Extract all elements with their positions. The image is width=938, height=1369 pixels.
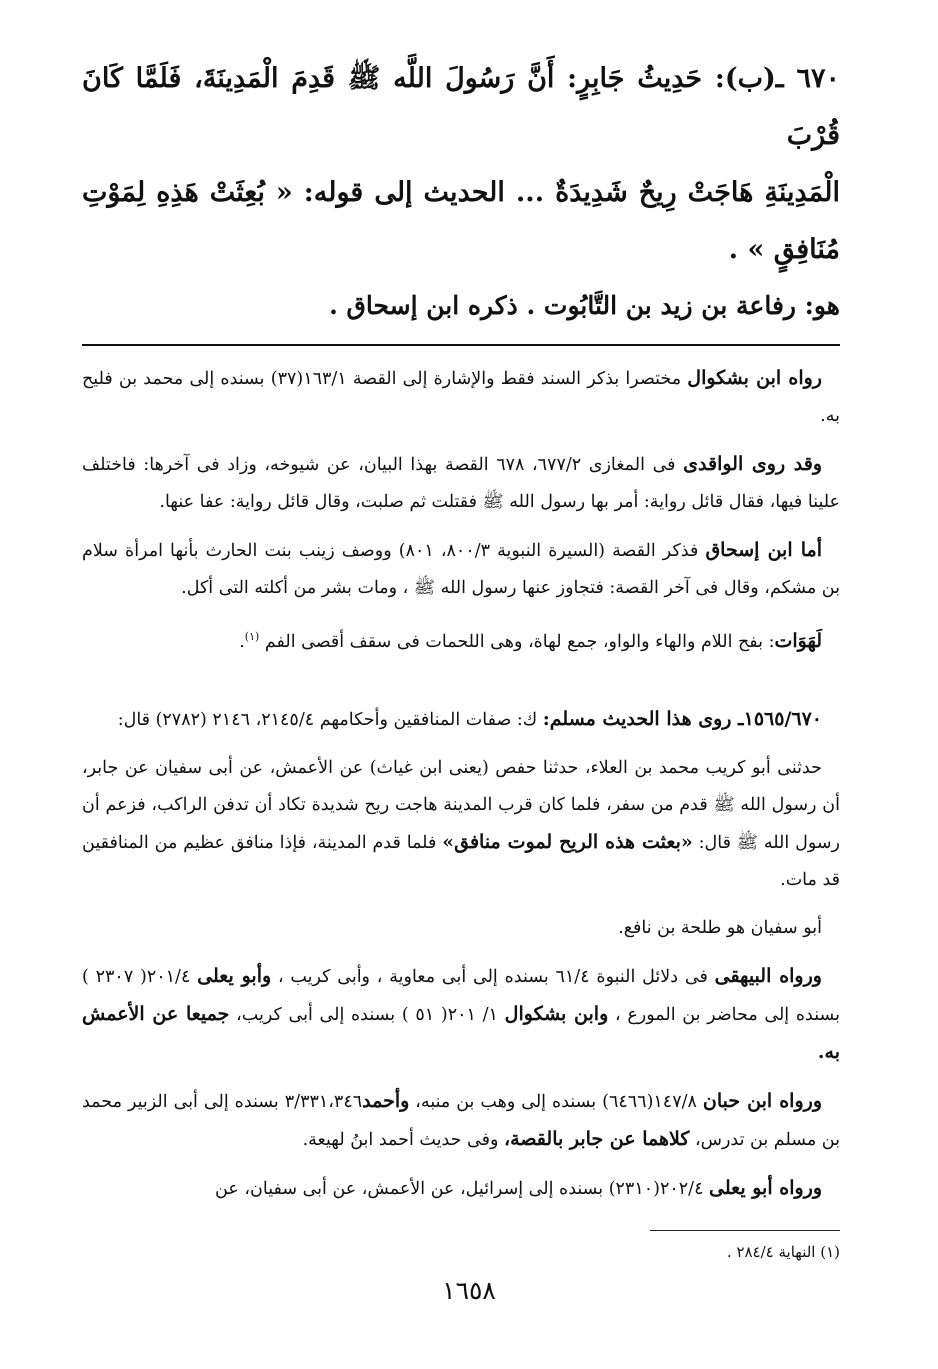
paragraph-text: وفى حديث أحمد ابنُ لهيعة.	[302, 1129, 504, 1150]
paragraph-text: فلما قدم المدينة، فإذا منافق عظيم من المنافقين قد مات.	[82, 832, 840, 890]
paragraph-abu-yala	[82, 1170, 840, 1208]
source-name: ورواه ابن حبان	[702, 1089, 822, 1112]
source-name: وأحمد	[362, 1089, 410, 1112]
paragraph-text: فذكر القصة (السيرة النبوية ٨٠٠/٣، ٨٠١) ووصف زينب بنت الحارث بأنها امرأة سلام بن مشكم، وقال فى آخر القصة: فتجاوز عنها رسول الله ﷺ ، ومات بشر من أكلته التى أكل.	[82, 541, 840, 598]
paragraph-text: مختصرا بذكر السند فقط والإشارة إلى القصة ١٦٣/١(٣٧) بسنده إلى محمد بن فليح به.	[82, 369, 840, 426]
paragraph-text: : بفح اللام والهاء والواو، جمع لهاة، وهى اللحمات فى سقف أقصى الفم	[264, 631, 775, 652]
paragraph-ibn-hibban	[82, 1083, 840, 1159]
paragraph-text: حدثنى أبو كريب محمد بن العلاء، حدثنا حفص (يعنى ابن غياث) عن الأعمش، عن أبى سفيان عن جابر، أن رسول الله ﷺ قدم من سفر، فلما كان قرب المدينة هاجت ريح شديدة تكاد أن تدفن الراكب، فزعم أن رسول الله ﷺ قال:	[82, 757, 840, 853]
section-divider	[82, 344, 840, 346]
source-name: وأبو يعلى	[197, 964, 272, 987]
paragraph-text: ١/ ٢٠١( ٥١ ) بسنده إلى أبى كريب،	[229, 1004, 505, 1025]
paragraph-text: ٢٠٢/٤(٢٣١٠) بسنده إلى إسرائيل، عن الأعمش، عن أبى سفيان، عن	[215, 1178, 710, 1199]
hadith-heading	[82, 50, 840, 278]
hadith-number-heading: ١٥٦٥/٦٧٠ـ روى هذا الحديث مسلم:	[542, 707, 822, 730]
source-name: ورواه أبو يعلى	[709, 1176, 822, 1199]
hadith-heading-line-1: ٦٧٠ ـ(ب): حَدِيثُ جَابِرٍ: أَنَّ رَسُولَ اللَّه ﷺ قَدِمَ الْمَدِينَةَ، فَلَمَّا كَانَ قُرْبَ	[82, 63, 840, 151]
paragraph-muslim	[82, 701, 840, 739]
paragraph-text: ٣/٣٣١،٣٤٦ بسنده إلى أبى الزبير محمد بن مسلم بن تدرس،	[82, 1091, 840, 1150]
paragraph-text: ك: صفات المنافقين وأحكامهم ٢١٤٥/٤، ٢١٤٦ (٢٧٨٢) قال:	[117, 709, 543, 730]
commentary-section-2	[82, 701, 840, 1208]
footnote: (١) النهاية ٢٨٤/٤ .	[726, 1242, 840, 1261]
page-content	[82, 50, 840, 1263]
footnote-divider	[650, 1230, 840, 1231]
glossary-term: لَهَوَات	[774, 629, 822, 652]
paragraph-bayhaqi	[82, 958, 840, 1072]
hadith-identification: هو: رفاعة بن زيد بن التَّابُوت . ذكره ابن إسحاق .	[329, 291, 840, 320]
footnote-reference: (١)	[244, 630, 260, 643]
commentary-section-1	[82, 360, 840, 661]
paragraph-text: فى المغازى ٦٧٧/٢، ٦٧٨ القصة بهذا البيان، عن شيوخه، وزاد فى آخرها: فاختلف علينا فيها، فقال قائل رواية: أمر بها رسول الله ﷺ فقتلت ثم صلبت، وقال قائل رواية: عفا عنها.	[82, 455, 840, 512]
paragraph-ibn-ishaq	[82, 532, 840, 607]
paragraph-lahawat: لَهَوَات: بفح اللام والهاء والواو، جمع لهاة، وهى اللحمات فى سقف أقصى الفم $^{(١)}$.	[239, 629, 822, 652]
source-name: وقد روى الواقدى	[683, 453, 823, 475]
paragraph-text: فى دلائل النبوة ٦١/٤ بسنده إلى أبى معاوية ، وأبى كريب ،	[271, 966, 715, 987]
source-name: ورواه البيهقى	[714, 964, 822, 987]
page-number: ١٦٥٨	[442, 1276, 496, 1305]
paragraph-ibn-bashkuwal	[82, 360, 840, 435]
paragraph-hadith-text	[82, 750, 840, 899]
hadith-quote: «بعثت هذه الريح لموت منافق»	[442, 830, 693, 853]
conclusion-text: كلاهما عن جابر بالقصة،	[504, 1127, 690, 1150]
source-name: أما ابن إسحاق	[705, 539, 822, 561]
paragraph-text: ٢٠١/٤( ٢٣٠٧ ) بسنده إلى محاضر بن المورع ،	[82, 966, 840, 1025]
source-name: وابن بشكوال	[504, 1002, 609, 1025]
hadith-heading-line-2: الْمَدِينَةِ هَاجَتْ رِيحٌ شَدِيدَةٌ ... الحديث إلى قوله: « بُعِثَتْ هَذِهِ لِمَوْتِ مُنَافِقٍ » .	[82, 177, 840, 265]
conclusion-text: جميعا عن الأعمش به.	[82, 1002, 840, 1063]
source-name: رواه ابن بشكوال	[687, 367, 822, 389]
paragraph-text: ١٤٧/٨(٦٤٦٦) بسنده إلى وهب بن منبه،	[409, 1091, 703, 1112]
paragraph-waqidi	[82, 446, 840, 521]
paragraph-narrator-note: أبو سفيان هو طلحة بن نافع.	[618, 917, 822, 938]
